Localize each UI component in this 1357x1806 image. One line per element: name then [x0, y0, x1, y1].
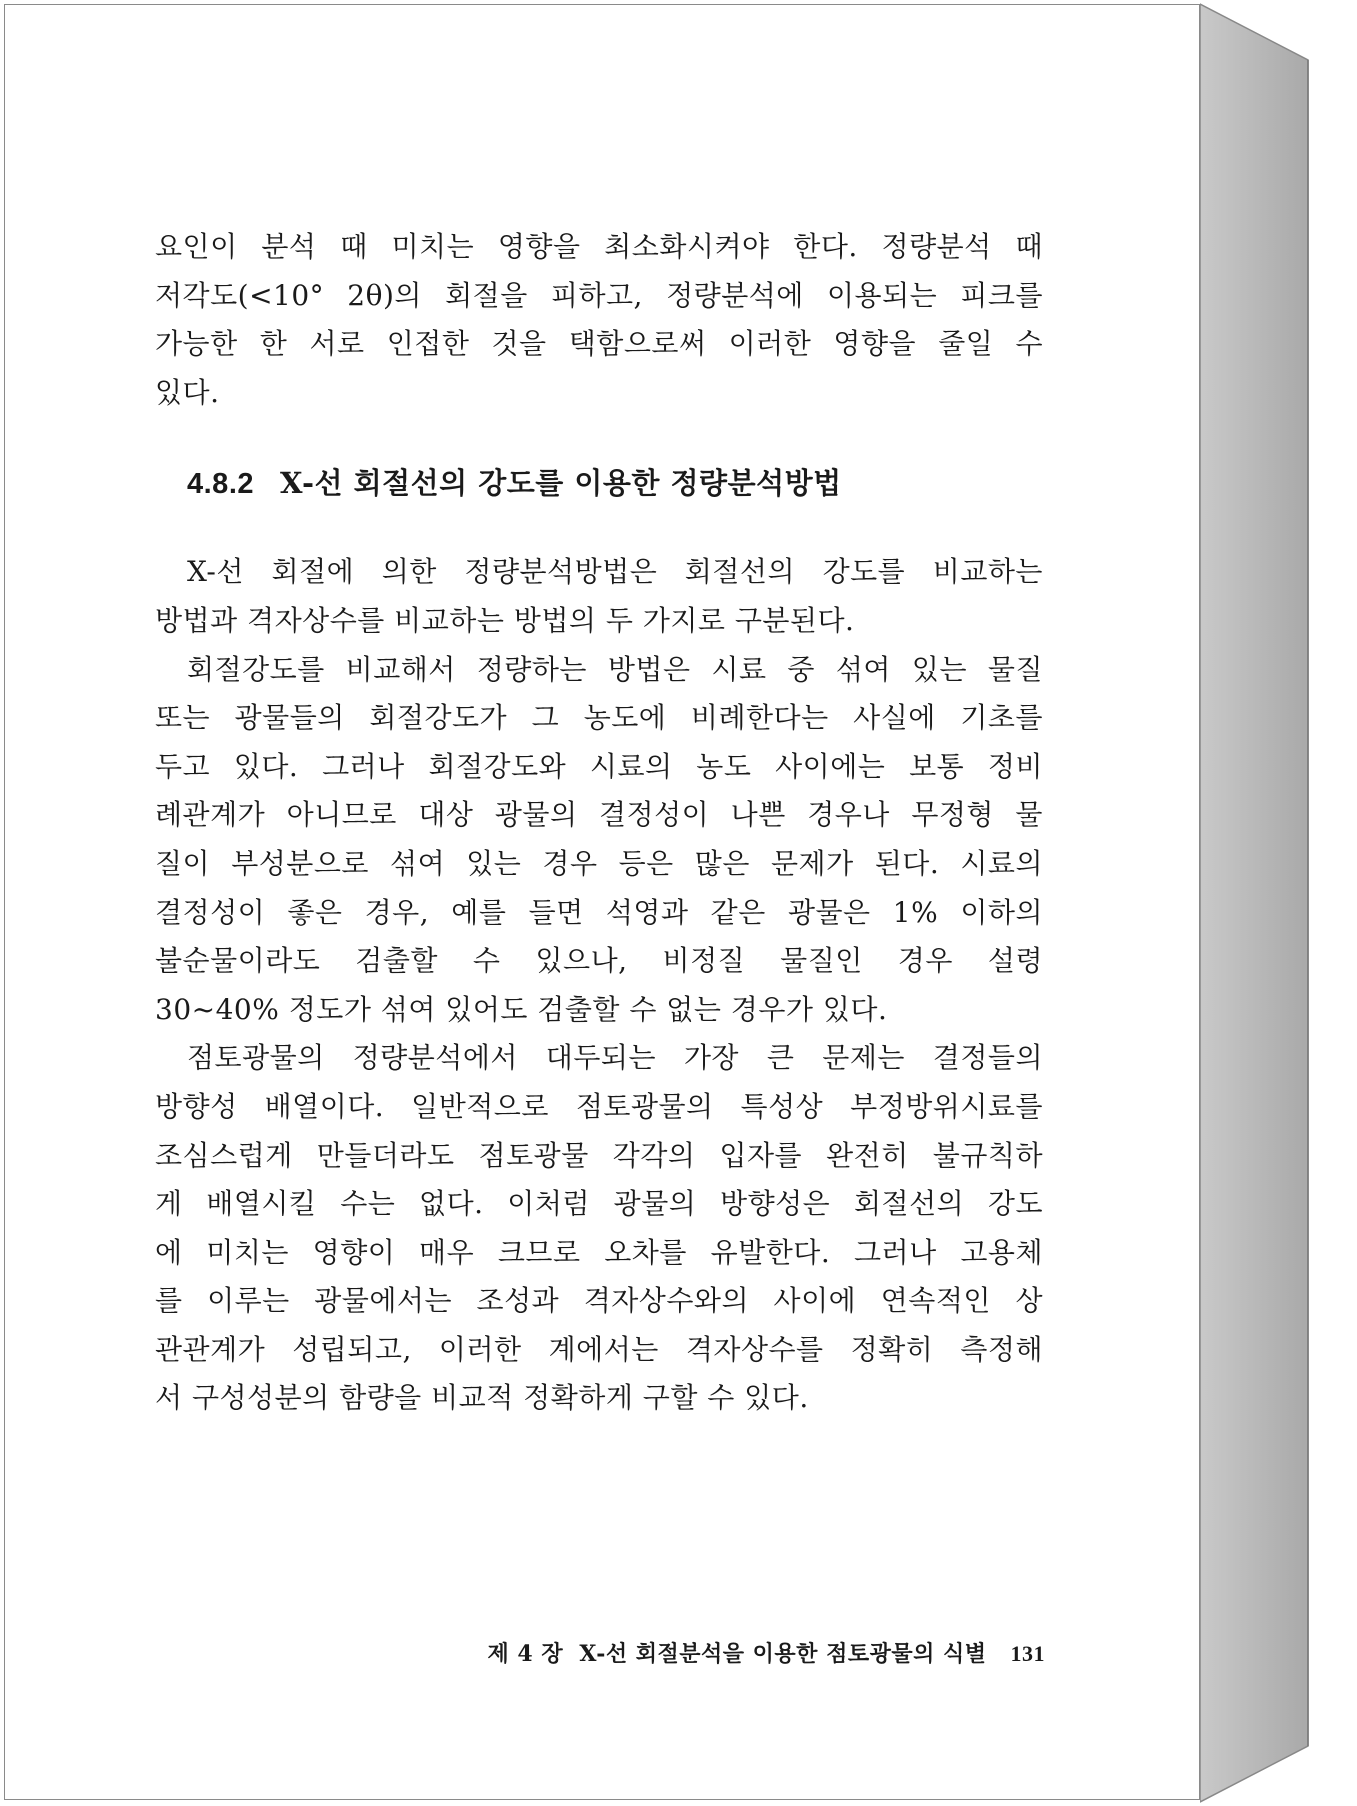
book-page	[4, 4, 1200, 1800]
text-line: 를 이루는 광물에서는 조성과 격자상수와의 사이에 연속적인 상	[155, 1284, 1043, 1318]
text-line: 방향성 배열이다. 일반적으로 점토광물의 특성상 부정방위시료를	[155, 1089, 1043, 1123]
text-line: 요인이 분석 때 미치는 영향을 최소화시켜야 한다. 정량분석 때	[155, 230, 1043, 263]
text-line: 조심스럽게 만들더라도 점토광물 각각의 입자를 완전히 불규칙하	[155, 1138, 1043, 1172]
text-line: 관관계가 성립되고, 이러한 계에서는 격자상수를 정확히 측정해	[155, 1332, 1043, 1366]
text-line: 불순물이라도 검출할 수 있으나, 비정질 물질인 경우 설령	[155, 944, 1043, 978]
text-line: 질이 부성분으로 섞여 있는 경우 등은 많은 문제가 된다. 시료의	[155, 846, 1043, 880]
text-line: 례관계가 아니므로 대상 광물의 결정성이 나쁜 경우나 무정형 물	[155, 798, 1043, 832]
text-line: 저각도(<10° 2θ)의 회절을 피하고, 정량분석에 이용되는 피크를	[155, 278, 1043, 312]
book-spine-shading	[1200, 0, 1357, 1806]
text-line: 게 배열시킬 수는 없다. 이처럼 광물의 방향성은 회절선의 강도	[155, 1187, 1043, 1221]
footer-chapter: 제 4 장	[487, 1641, 564, 1667]
page-number: 131	[1010, 1641, 1045, 1666]
footer-title: X-선 회절분석을 이용한 점토광물의 식별	[579, 1641, 987, 1667]
text-line: 두고 있다. 그러나 회절강도와 시료의 농도 사이에는 보통 정비	[155, 749, 1043, 783]
continued-paragraph	[155, 223, 1043, 417]
text-line: 점토광물의 정량분석에서 대두되는 가장 큰 문제는 결정들의	[187, 1041, 1043, 1075]
paragraph-methods	[155, 548, 1043, 645]
text-line: 에 미치는 영향이 매우 크므로 오차를 유발한다. 그러나 고용체	[155, 1235, 1043, 1269]
section-heading	[187, 463, 1043, 504]
page-body	[155, 223, 1043, 1423]
section-title: X-선 회절선의 강도를 이용한 정량분석방법	[280, 466, 842, 501]
text-line: X-선 회절에 의한 정량분석방법은 회절선의 강도를 비교하는	[187, 555, 1043, 589]
text-line: 방법과 격자상수를 비교하는 방법의 두 가지로 구분된다.	[155, 603, 855, 637]
text-line: 서 구성성분의 함량을 비교적 정확하게 구할 수 있다.	[155, 1381, 809, 1415]
running-footer	[395, 1637, 1045, 1668]
text-line: 결정성이 좋은 경우, 예를 들면 석영과 같은 광물은 1% 이하의	[155, 895, 1043, 929]
text-line: 회절강도를 비교해서 정량하는 방법은 시료 중 섞여 있는 물질	[187, 652, 1043, 686]
paragraph-orientation	[155, 1034, 1043, 1423]
text-line: 있다.	[155, 375, 220, 409]
text-line: 가능한 한 서로 인접한 것을 택함으로써 이러한 영향을 줄일 수	[155, 327, 1043, 361]
text-line: 또는 광물들의 회절강도가 그 농도에 비례한다는 사실에 기초를	[155, 701, 1043, 735]
section-number: 4.8.2	[187, 468, 254, 501]
paragraph-intensity	[155, 646, 1043, 1035]
text-line: 30~40% 정도가 섞여 있어도 검출할 수 없는 경우가 있다.	[155, 992, 888, 1026]
